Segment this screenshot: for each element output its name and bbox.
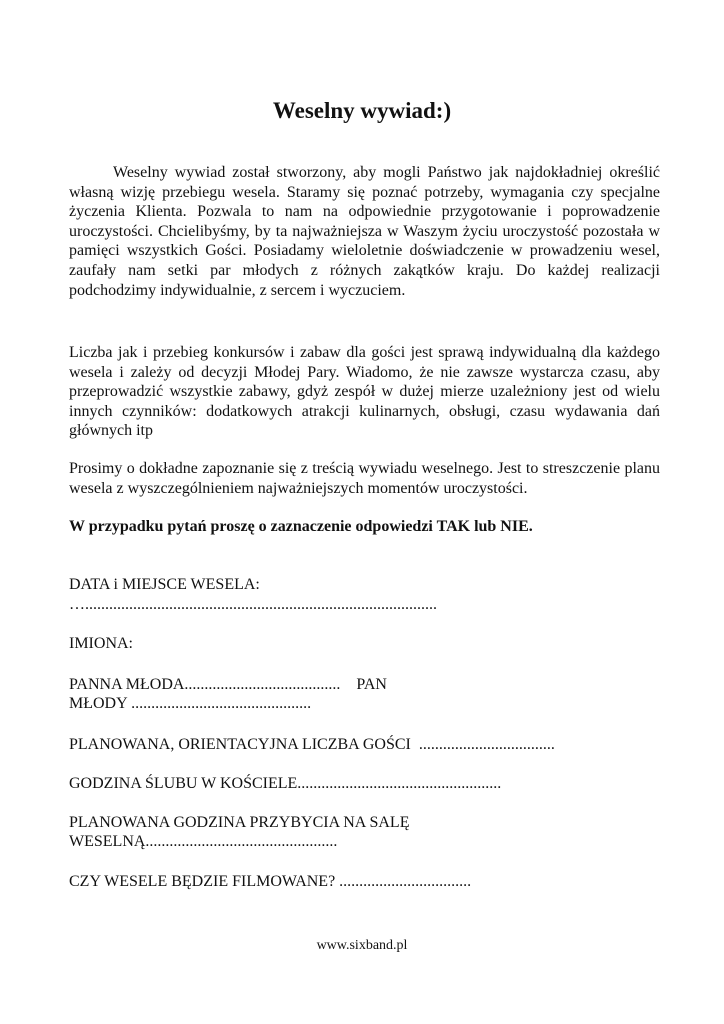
date-place-label: DATA i MIEJSCE WESELA: — [69, 576, 260, 593]
footer-website: www.sixband.pl — [316, 938, 408, 953]
games-paragraph: Liczba jak i przebieg konkursów i zabaw dla gości jest sprawą indywidualną dla każdego wesela i zależy od decyzji Młodej Pary. Wiadomo, że nie zawsze wystarcza czasu, aby przeprowadzić wszystkie zabawy, gdyż zespół w dużej mierze uzależniony jest od wielu innych czynników: dodatkowych atrakcji kulinarnych, obsługi, czasu wydawania dań głównych itp — [69, 344, 660, 440]
intro-paragraph: Weselny wywiad został stworzony, aby mogli Państwo jak najdokładniej określić własną wizję przebiegu wesela. Staramy się poznać potrzeby, wymagania czy specjalne życzenia Klienta. Pozwala to nam na odpowiednie przygotowanie i poprowadzenie uroczystości. Chcielibyśmy, by ta najważniejsza w Waszym życiu uroczystość pozostała w pamięci wszystkich Gości. Posiadamy wieloletnie doświadczenie w prowadzeniu wesel, zaufały nam setki par młodych z różnych zakątków kraju. Do każdej realizacji podchodzimy indywidualnie, z sercem i wyczuciem. — [69, 164, 660, 299]
groom-field: MŁODY ............................................. — [69, 695, 312, 712]
bride-field: PANNA MŁODA....................................... PAN — [69, 676, 387, 693]
request-paragraph: Prosimy o dokładne zapoznanie się z treścią wywiadu weselnego. Jest to streszczenie planu wesela z wyszczególnieniem najważniejszych momentów uroczystości. — [69, 460, 660, 497]
guest-count-field: PLANOWANA, ORIENTACYJNA LICZBA GOŚCI .................................. — [69, 736, 555, 753]
names-label: IMIONA: — [69, 635, 133, 652]
instruction-paragraph: W przypadku pytań proszę o zaznaczenie odpowiedzi TAK lub NIE. — [69, 518, 533, 535]
document-title: Weselny wywiad:) — [272, 98, 452, 123]
date-place-field: …........................................................................................ — [69, 596, 437, 613]
church-time-field: GODZINA ŚLUBU W KOŚCIELE................................................... — [69, 775, 502, 792]
arrival-time-field: WESELNĄ................................................ — [69, 833, 338, 850]
arrival-time-label: PLANOWANA GODZINA PRZYBYCIA NA SALĘ — [69, 814, 410, 831]
filming-field: CZY WESELE BĘDZIE FILMOWANE? ................................. — [69, 873, 472, 890]
